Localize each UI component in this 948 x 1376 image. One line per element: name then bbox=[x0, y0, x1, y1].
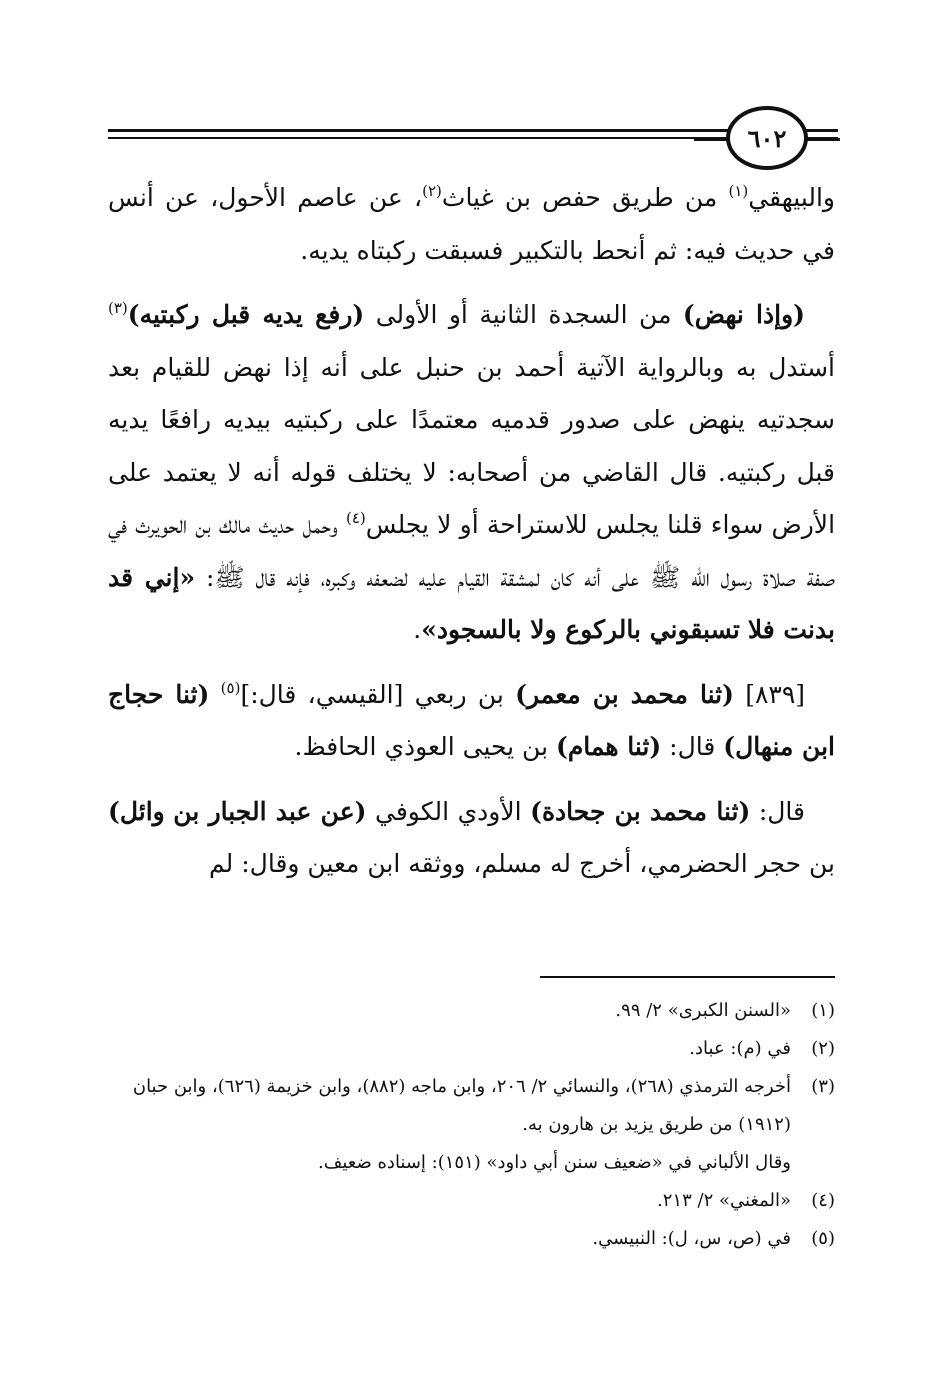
text-run: والبيهقي bbox=[748, 183, 835, 212]
text-run: [٨٣٩] bbox=[733, 679, 806, 709]
footnote-text: في (ص، س، ل): النبيسي. bbox=[592, 1228, 791, 1249]
paragraph bbox=[108, 786, 835, 891]
text-run: من السجدة الثانية أو الأولى bbox=[364, 300, 683, 329]
footnote bbox=[108, 1182, 835, 1220]
footnote bbox=[108, 1220, 835, 1258]
footnote-ref: (١) bbox=[728, 182, 749, 200]
text-run: قال: bbox=[661, 732, 724, 761]
footnote-ref: (٣) bbox=[108, 299, 128, 317]
bold-text: (رفع يديه قبل ركبتيه) bbox=[127, 300, 365, 329]
text-run: أستدل به وبالرواية الآتية أحمد بن حنبل على أنه إذا نهض للقيام بعد bbox=[108, 352, 835, 382]
text-run: من طريق حفص بن غياث bbox=[441, 183, 729, 212]
text-run: حديث مالك بن الحويرث في صفة صلاة رسول الله ﷺ على أنه كان bbox=[108, 510, 835, 592]
footnote-separator bbox=[540, 976, 835, 978]
footnote bbox=[108, 992, 835, 1030]
footnote-ref: (٢) bbox=[422, 182, 442, 200]
text-run: . bbox=[413, 615, 422, 644]
page-number bbox=[726, 106, 808, 170]
footnotes bbox=[108, 992, 835, 1258]
footnote-ref: (٤) bbox=[345, 509, 366, 527]
bold-text: (ثنا محمد بن معمر) bbox=[515, 679, 734, 709]
bold-text: (ثنا محمد بن جحادة) bbox=[530, 796, 751, 826]
text-run: بن ربعي [القيسي، قال:] bbox=[240, 679, 516, 709]
main-text bbox=[108, 172, 835, 891]
text-run: بن حجر الحضرمي، أخرج له مسلم، ووثقه ابن معين وقال: لم bbox=[209, 849, 835, 878]
bold-text: (ثنا حجاج bbox=[108, 679, 210, 709]
text-run: سجدتيه ينهض على صدور قدميه معتمدًا على ركبتيه بيديه رافعًا يديه bbox=[108, 405, 835, 434]
bold-text: (ثنا همام) bbox=[556, 732, 662, 761]
text-run: الأودي الكوفي bbox=[366, 796, 531, 826]
text-run bbox=[209, 680, 220, 709]
text-run: وحمل bbox=[302, 510, 346, 539]
bold-text: «إني قد بدنت فلا bbox=[108, 562, 835, 644]
text-run: لمشقة القيام عليه لضعفه وكبره، فإنه قال ﷺ: bbox=[195, 562, 540, 592]
bold-text: (وإذا نهض) bbox=[682, 300, 805, 329]
text-run: ، عن عاصم الأحول، عن أنس bbox=[108, 183, 423, 212]
bold-text: تسبقوني بالركوع ولا بالسجود» bbox=[421, 615, 740, 644]
footnote-ref: (٥) bbox=[220, 678, 241, 697]
paragraph bbox=[108, 289, 835, 657]
text-run: بن يحيى العوذي الحافظ. bbox=[294, 732, 556, 761]
footnote-text: أخرجه الترمذي (٢٦٨)، والنسائي ٢/ ٢٠٦، وابن ماجه (٨٨٢)، وابن خزيمة (٦٢٦)، وابن حبان (١٩١٢) من طريق يزيد بن هارون به. bbox=[132, 1076, 791, 1135]
text-run: قبل ركبتيه. قال القاضي من أصحابه: لا يختلف قوله أنه لا يعتمد bbox=[162, 457, 835, 487]
footnote bbox=[108, 1068, 835, 1144]
footnote-number: (١) bbox=[811, 1000, 835, 1021]
paragraph bbox=[108, 669, 835, 774]
footnote-text: في (م): عباد. bbox=[689, 1038, 791, 1059]
text-run: في حديث فيه: ثم أنحط بالتكبير فسبقت ركبتاه يديه. bbox=[300, 235, 835, 265]
bold-text: ابن منهال) bbox=[723, 732, 835, 761]
footnote-text: «السنن الكبرى» ٢/ ٩٩. bbox=[615, 1000, 791, 1021]
footnote-text: وقال الألباني في «ضعيف سنن أبي داود» (١٥١): إسناده ضعيف. bbox=[318, 1152, 791, 1173]
footnote-number: (٣) bbox=[811, 1076, 835, 1097]
footnote-number: (٢) bbox=[811, 1038, 835, 1059]
text-run: قال: bbox=[750, 796, 806, 826]
bold-text: (عن عبد الجبار بن bbox=[173, 796, 367, 826]
footnote-number: (٤) bbox=[811, 1190, 835, 1211]
paragraph bbox=[108, 172, 835, 277]
page-number-text: ٦٠٢ bbox=[747, 123, 787, 153]
text-run: على الأرض سواء قلنا يجلس للاستراحة أو لا يجلس bbox=[108, 457, 836, 539]
bold-text: وائل) bbox=[108, 796, 165, 826]
footnote bbox=[108, 1030, 835, 1068]
footnote-text: «المغني» ٢/ ٢١٣. bbox=[657, 1190, 791, 1211]
footnote-number: (٥) bbox=[811, 1228, 835, 1249]
